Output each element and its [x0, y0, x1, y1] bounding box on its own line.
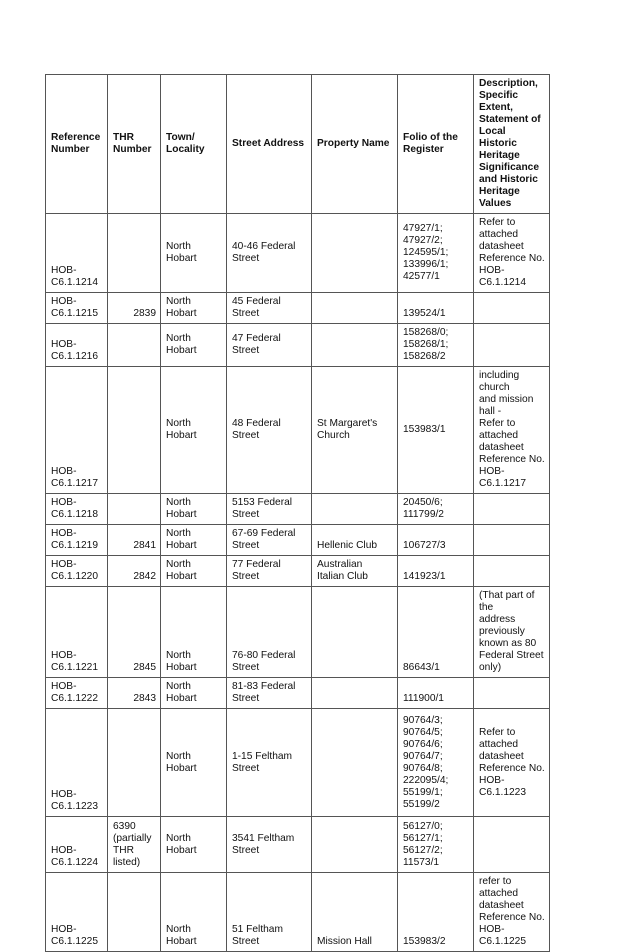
- header-row: [46, 75, 550, 214]
- table-row: [46, 525, 550, 556]
- cell-town: North Hobart: [161, 525, 227, 556]
- table-row: [46, 817, 550, 873]
- cell-property-name: Hellenic Club: [312, 525, 398, 556]
- cell-reference: HOB- C6.1.1223: [46, 709, 108, 817]
- header-folio: Folio of the Register: [398, 75, 474, 214]
- cell-folio: 47927/1; 47927/2; 124595/1; 133996/1; 42577/1: [398, 214, 474, 293]
- cell-town: North Hobart: [161, 293, 227, 324]
- cell-town: North Hobart: [161, 367, 227, 494]
- cell-folio: 153983/1: [398, 367, 474, 494]
- cell-street: 47 Federal Street: [227, 324, 312, 367]
- cell-street: 77 Federal Street: [227, 556, 312, 587]
- cell-reference: HOB- C6.1.1221: [46, 587, 108, 678]
- cell-property-name: [312, 293, 398, 324]
- cell-property-name: [312, 494, 398, 525]
- cell-description: [474, 556, 550, 587]
- cell-folio: 141923/1: [398, 556, 474, 587]
- cell-street: 40-46 Federal Street: [227, 214, 312, 293]
- cell-street: 48 Federal Street: [227, 367, 312, 494]
- cell-street: 81-83 Federal Street: [227, 678, 312, 709]
- cell-thr: 2843: [108, 678, 161, 709]
- cell-property-name: [312, 587, 398, 678]
- cell-property-name: [312, 678, 398, 709]
- cell-reference: HOB- C6.1.1216: [46, 324, 108, 367]
- cell-reference: HOB- C6.1.1218: [46, 494, 108, 525]
- table-row: [46, 367, 550, 494]
- cell-street: 51 Feltham Street: [227, 873, 312, 952]
- cell-folio: 56127/0; 56127/1; 56127/2; 11573/1: [398, 817, 474, 873]
- header-thr-number: THR Number: [108, 75, 161, 214]
- header-property-name: Property Name: [312, 75, 398, 214]
- cell-reference: HOB- C6.1.1224: [46, 817, 108, 873]
- cell-thr: 2841: [108, 525, 161, 556]
- table-row: [46, 709, 550, 817]
- cell-description: including church and mission hall - Refer to attached datasheet Reference No. HOB-C6.1.1217: [474, 367, 550, 494]
- cell-reference: HOB- C6.1.1220: [46, 556, 108, 587]
- cell-thr: 6390 (partially THR listed): [108, 817, 161, 873]
- cell-town: North Hobart: [161, 324, 227, 367]
- cell-folio: 111900/1: [398, 678, 474, 709]
- cell-folio: 106727/3: [398, 525, 474, 556]
- cell-property-name: [312, 817, 398, 873]
- header-town-locality: Town/ Locality: [161, 75, 227, 214]
- cell-thr: 2842: [108, 556, 161, 587]
- cell-town: North Hobart: [161, 587, 227, 678]
- cell-street: 5153 Federal Street: [227, 494, 312, 525]
- cell-street: 45 Federal Street: [227, 293, 312, 324]
- cell-description: [474, 293, 550, 324]
- cell-property-name: Australian Italian Club: [312, 556, 398, 587]
- cell-reference: HOB- C6.1.1225: [46, 873, 108, 952]
- cell-property-name: Mission Hall: [312, 873, 398, 952]
- table-row: [46, 324, 550, 367]
- cell-folio: 86643/1: [398, 587, 474, 678]
- cell-folio: 158268/0; 158268/1; 158268/2: [398, 324, 474, 367]
- cell-thr: 2845: [108, 587, 161, 678]
- cell-reference: HOB- C6.1.1215: [46, 293, 108, 324]
- cell-description: Refer to attached datasheet Reference No. HOB-C6.1.1214: [474, 214, 550, 293]
- cell-reference: HOB- C6.1.1219: [46, 525, 108, 556]
- cell-town: North Hobart: [161, 817, 227, 873]
- table-row: [46, 293, 550, 324]
- cell-street: 76-80 Federal Street: [227, 587, 312, 678]
- cell-thr: [108, 494, 161, 525]
- cell-property-name: [312, 324, 398, 367]
- cell-property-name: [312, 709, 398, 817]
- cell-thr: [108, 214, 161, 293]
- cell-property-name: [312, 214, 398, 293]
- header-reference-number: Reference Number: [46, 75, 108, 214]
- cell-description: [474, 678, 550, 709]
- cell-town: North Hobart: [161, 214, 227, 293]
- table-row: [46, 678, 550, 709]
- table-row: [46, 556, 550, 587]
- cell-property-name: St Margaret's Church: [312, 367, 398, 494]
- table-row: [46, 587, 550, 678]
- cell-reference: HOB- C6.1.1217: [46, 367, 108, 494]
- cell-street: 3541 Feltham Street: [227, 817, 312, 873]
- cell-town: North Hobart: [161, 873, 227, 952]
- cell-thr: [108, 873, 161, 952]
- cell-reference: HOB- C6.1.1214: [46, 214, 108, 293]
- heritage-register-table: [45, 74, 550, 952]
- cell-thr: [108, 709, 161, 817]
- header-street-address: Street Address: [227, 75, 312, 214]
- cell-folio: 139524/1: [398, 293, 474, 324]
- cell-description: (That part of the address previously known as 80 Federal Street only): [474, 587, 550, 678]
- cell-thr: [108, 324, 161, 367]
- cell-reference: HOB- C6.1.1222: [46, 678, 108, 709]
- cell-description: [474, 817, 550, 873]
- cell-town: North Hobart: [161, 709, 227, 817]
- cell-description: [474, 494, 550, 525]
- cell-folio: 20450/6; 111799/2: [398, 494, 474, 525]
- cell-town: North Hobart: [161, 494, 227, 525]
- cell-thr: [108, 367, 161, 494]
- table-row: [46, 214, 550, 293]
- cell-thr: 2839: [108, 293, 161, 324]
- cell-street: 67-69 Federal Street: [227, 525, 312, 556]
- table-row: [46, 494, 550, 525]
- header-description: Description, Specific Extent, Statement of Local Historic Heritage Significance and Historic Heritage Values: [474, 75, 550, 214]
- cell-description: [474, 525, 550, 556]
- cell-street: 1-15 Feltham Street: [227, 709, 312, 817]
- cell-description: Refer to attached datasheet Reference No. HOB-C6.1.1223: [474, 709, 550, 817]
- cell-folio: 90764/3; 90764/5; 90764/6; 90764/7; 90764/8; 222095/4; 55199/1; 55199/2: [398, 709, 474, 817]
- cell-description: refer to attached datasheet Reference No. HOB-C6.1.1225: [474, 873, 550, 952]
- cell-town: North Hobart: [161, 678, 227, 709]
- cell-town: North Hobart: [161, 556, 227, 587]
- cell-description: [474, 324, 550, 367]
- table-row: [46, 873, 550, 952]
- cell-folio: 153983/2: [398, 873, 474, 952]
